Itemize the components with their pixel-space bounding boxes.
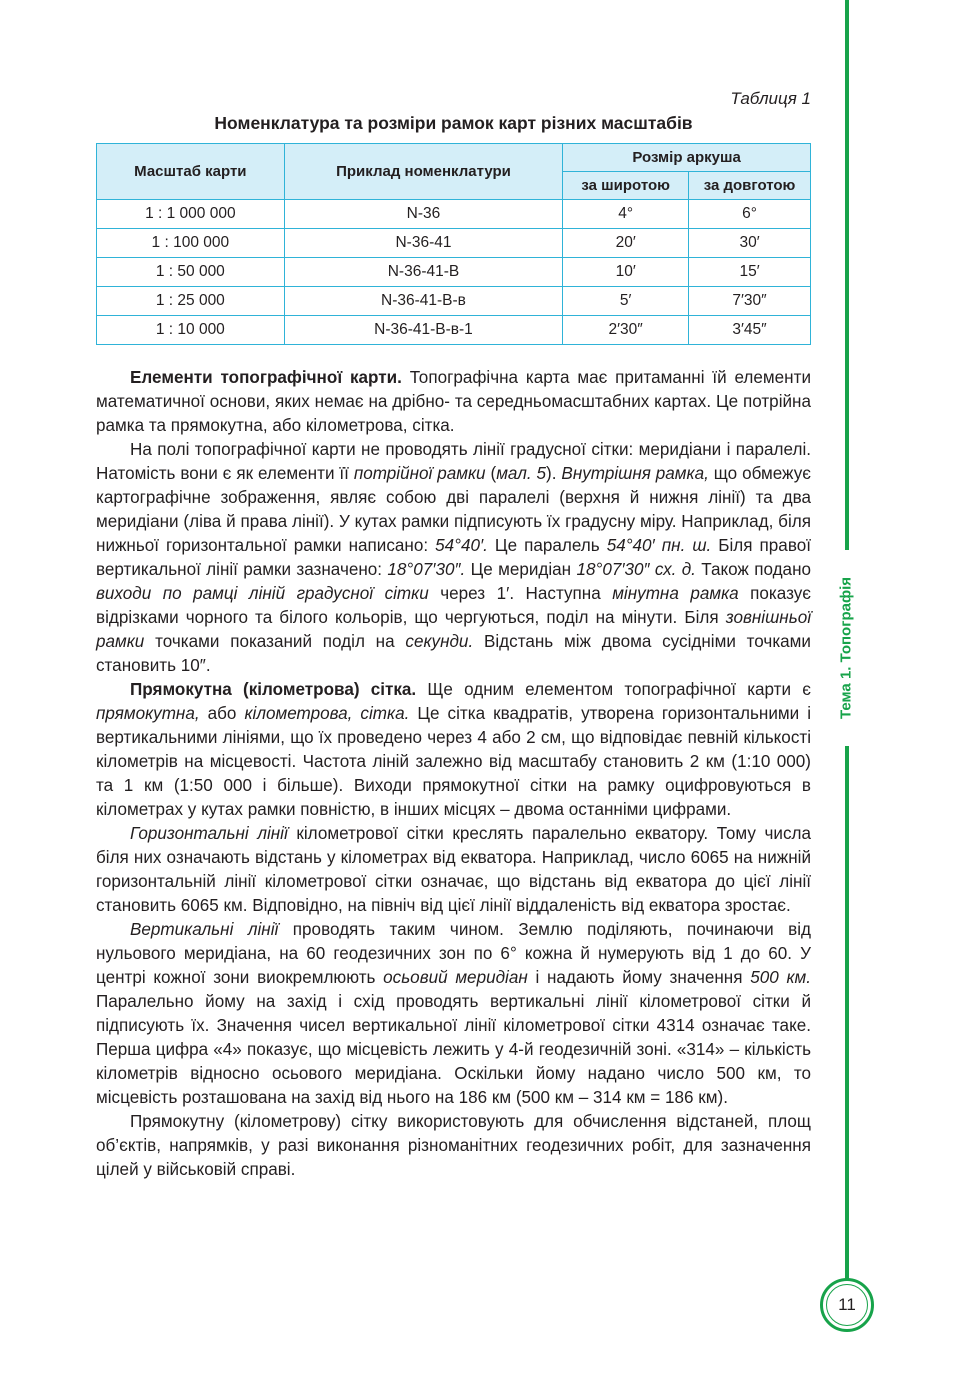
nomenclature-table xyxy=(96,143,811,345)
paragraph xyxy=(96,366,811,438)
text-run: ( xyxy=(485,464,497,483)
cell-scale: 1 : 50 000 xyxy=(97,258,285,287)
text-run: точками показаний поділ на xyxy=(144,632,406,651)
cell-lat: 20′ xyxy=(563,229,689,258)
text-run: 54°40′. xyxy=(435,536,488,555)
text-run: мал. 5 xyxy=(496,464,547,483)
cell-lon: 15′ xyxy=(689,258,811,287)
text-run: 54°40′ пн. ш. xyxy=(606,536,712,555)
text-run: 18°07′30″. xyxy=(387,560,466,579)
text-run: Вертикальні лінії xyxy=(130,920,279,939)
page-number: 11 xyxy=(826,1284,868,1326)
body-text xyxy=(96,366,811,1182)
text-run: Прямокутну (кілометрову) сітку використовують для обчислення відстаней, площ об’єктів, напрямків, у разі виконання різноманітних геодезичних робіт, для зазначення цілей у військовій справі. xyxy=(96,1112,811,1179)
text-run: мінутна рамка xyxy=(612,584,739,603)
table-row xyxy=(97,229,811,258)
text-run: Відстань між двома сусідніми точками становить 10″. xyxy=(96,632,811,675)
cell-lon: 7′30″ xyxy=(689,287,811,316)
text-run: через 1′. Наступна xyxy=(428,584,613,603)
text-run: Це паралель xyxy=(487,536,607,555)
cell-lat: 10′ xyxy=(563,258,689,287)
cell-scale: 1 : 10 000 xyxy=(97,316,285,345)
text-run: Ще одним елементом топографічної карти є xyxy=(416,680,811,699)
text-run: кілометрової сітки креслять паралельно екватору. Тому числа біля них означають відстань у кілометрах від екватора. Наприклад, число 6065 на нижній горизонтальній лінії кілометрової сітки означає, що відстань від екватора до цієї лінії становить 6065 км. Відповідно, на північ від цієї лінії віддаленість від екватора зростає. xyxy=(96,824,811,915)
sidebar-line-top xyxy=(845,0,849,550)
header-scale: Масштаб карти xyxy=(97,144,285,200)
cell-example: N-36 xyxy=(284,200,563,229)
cell-scale: 1 : 100 000 xyxy=(97,229,285,258)
text-run: ). xyxy=(546,464,562,483)
table-title: Номенклатура та розміри рамок карт різних масштабів xyxy=(214,113,693,133)
table-row xyxy=(97,200,811,229)
cell-lon: 6° xyxy=(689,200,811,229)
sidebar-line-bottom xyxy=(845,746,849,1280)
text-run: показує відрізками чорного та білого кольорів, що чергуються, поділ на мінути. Біля xyxy=(96,584,811,627)
cell-scale: 1 : 25 000 xyxy=(97,287,285,316)
text-run: виходи по рамці ліній градусної сітки xyxy=(96,584,429,603)
cell-example: N-36-41-В xyxy=(284,258,563,287)
text-run: кілометрова, сітка. xyxy=(244,704,410,723)
text-run: осьовий меридіан xyxy=(383,968,528,987)
cell-lat: 5′ xyxy=(563,287,689,316)
cell-lat: 2′30″ xyxy=(563,316,689,345)
text-run: зовнішньої рамки xyxy=(96,608,811,651)
paragraph xyxy=(96,918,811,1110)
text-run: Це сітка квадратів, утворена горизонтальними і вертикальними лініями, що їх проведено через 4 або 2 см, що відповідає певній кількості кілометрів на місцевості. Частота ліній залежно від масштабу становить 2 км (1:10 000) та 1 км (1:50 000 і більше). Виходи прямокутної сітки на рамку оцифровуються в кілометрах у кутах рамки повністю, в інших місцях – двома останніми цифрами. xyxy=(96,704,812,819)
table-row xyxy=(97,287,811,316)
cell-lon: 30′ xyxy=(689,229,811,258)
text-run: і надають йому значення xyxy=(527,968,751,987)
text-run: Елементи топографічної карти. xyxy=(130,368,402,387)
cell-example: N-36-41 xyxy=(284,229,563,258)
text-run: Також подано xyxy=(695,560,812,579)
text-run: 500 км. xyxy=(750,968,812,987)
text-run: 18°07′30″ сх. д. xyxy=(576,560,696,579)
text-run: Паралельно йому на захід і схід проводять вертикальні лінії кілометрової сітки й підписують їх. Значення чисел вертикальної лінії кілометрової сітки 4314 означає таке. Перша цифра «4» показує, що місцевість лежить у 4-й геодезичній зоні. «314» – кількість кілометрів відносно осьового меридіана. Оскільки йому надано число 500 км, то місцевість розташована на захід від нього на 186 км (500 км – 314 км = 186 км). xyxy=(96,992,811,1107)
header-by-latitude: за широтою xyxy=(563,172,689,200)
table-row xyxy=(97,258,811,287)
text-run: На полі топографічної карти не проводять лінії градусної сітки: меридіани і паралелі. Натомість вони є як елементи її xyxy=(96,440,811,483)
cell-lon: 3′45″ xyxy=(689,316,811,345)
table-row xyxy=(97,316,811,345)
cell-example: N-36-41-В-в xyxy=(284,287,563,316)
text-run: Топографічна карта має притаманні їй елементи математичної основи, яких немає на дрібно- та середньомасштабних картах. Це потрійна рамка та прямокутна, або кілометрова, сітка. xyxy=(96,368,811,435)
paragraph xyxy=(96,822,811,918)
header-by-longitude: за довготою xyxy=(689,172,811,200)
text-run: Прямокутна (кілометрова) сітка. xyxy=(130,680,417,699)
text-run: Горизонтальні лінії xyxy=(130,824,288,843)
paragraph xyxy=(96,678,811,822)
text-run: потрійної рамки xyxy=(353,464,486,483)
cell-scale: 1 : 1 000 000 xyxy=(97,200,285,229)
text-run: прямокутна, xyxy=(96,704,200,723)
text-run: секунди. xyxy=(405,632,474,651)
text-run: Внутрішня рамка, xyxy=(561,464,709,483)
cell-lat: 4° xyxy=(563,200,689,229)
text-run: Біля правої вертикальної лінії рамки зазначено: xyxy=(96,536,811,579)
header-sheet-size: Розмір аркуша xyxy=(563,144,811,172)
text-run: Це меридіан xyxy=(465,560,577,579)
header-example: Приклад номенклатури xyxy=(284,144,563,200)
paragraph xyxy=(96,1110,811,1182)
table-caption: Таблиця 1 xyxy=(730,89,811,108)
text-run: що обмежує картографічне зображення, являє собою дві паралелі (верхня й нижня лінії) та два меридіани (ліва й права лінії). У кутах рамки підписують їх градусну міру. Наприклад, біля нижньої горизонтальної рамки написано: xyxy=(96,464,811,555)
sidebar-topic-label: Тема 1. Топографія xyxy=(837,576,855,720)
text-run: або xyxy=(199,704,245,723)
text-run: проводять таким чином. Землю поділяють, починаючи від нульового меридіана, на 60 геодезичних зон по 6° кожна й нумерують від 1 до 60. У центрі кожної зони виокремлюють xyxy=(96,920,811,987)
paragraph xyxy=(96,438,811,678)
cell-example: N-36-41-В-в-1 xyxy=(284,316,563,345)
